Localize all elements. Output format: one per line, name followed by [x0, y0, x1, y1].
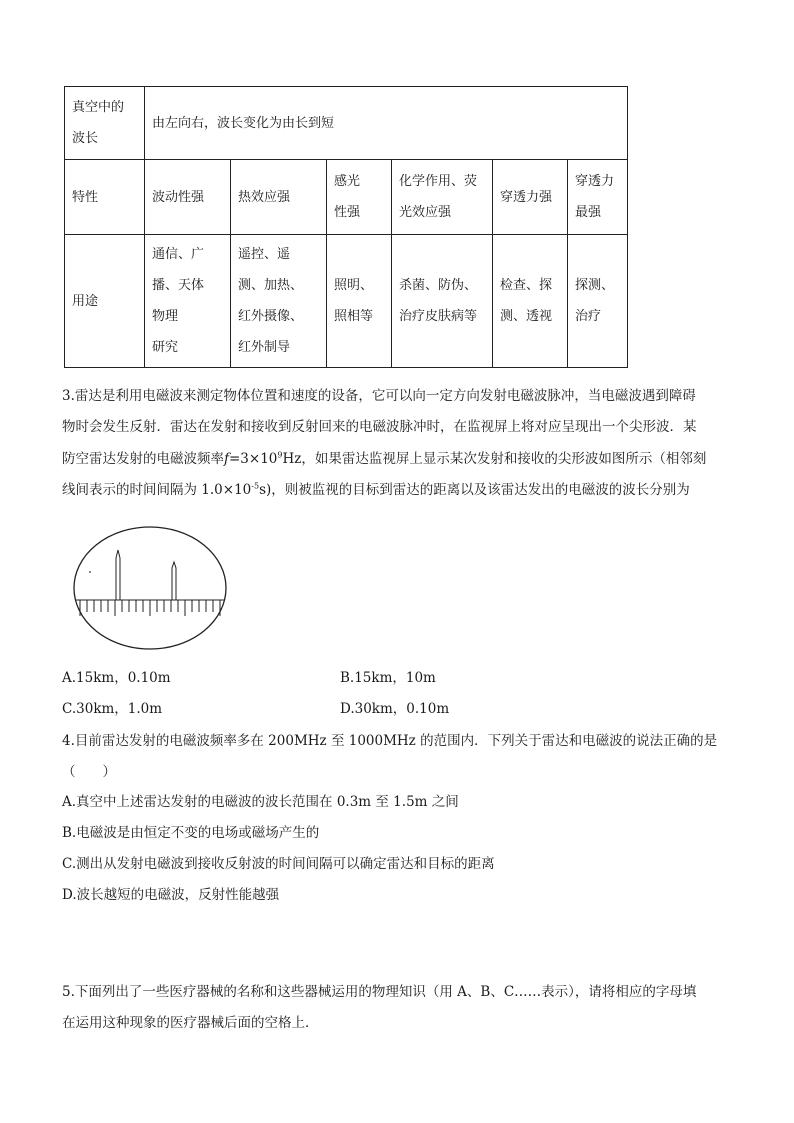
scale-ticks [80, 600, 220, 616]
table-cell: 感光 性强 [327, 160, 392, 235]
table-cell: 探测、 治疗 [568, 235, 628, 368]
q3-option-b[interactable]: B.15km，10m [340, 670, 436, 686]
table-wavelength-value: 由左向右，波长变化为由长到短 [145, 87, 628, 160]
q5-line-2: 在运用这种现象的医疗器械后面的空格上． [62, 1015, 319, 1031]
table-cell: 检查、探 测、透视 [493, 235, 568, 368]
table-row-use [65, 235, 628, 368]
table-cell: 遥控、遥 测、加热、 红外摄像、 红外制导 [231, 235, 327, 368]
table-head-use: 用途 [65, 235, 145, 368]
q4-stem: 4.目前雷达发射的电磁波频率多在 200MHz 至 1000MHz 的范围内．下列关于雷达和电磁波的说法正确的是 [62, 733, 718, 749]
q3-line-1: 3.雷达是利用电磁波来测定物体位置和速度的设备，它可以向一定方向发射电磁波脉冲，当电磁波遇到障碍 [62, 388, 696, 404]
q3-option-c[interactable]: C.30km，1.0m [62, 701, 163, 717]
q4-option-b[interactable]: B.电磁波是由恒定不变的电场或磁场产生的 [62, 825, 320, 841]
table-cell: 通信、广 播、天体 物理 研究 [145, 235, 231, 368]
spectrum-table [64, 86, 628, 368]
q5-line-1: 5.下面列出了一些医疗器械的名称和这些器械运用的物理知识（用 A、B、C……表示），请将相应的字母填 [62, 984, 697, 1000]
q3-option-a[interactable]: A.15km，0.10m [62, 670, 171, 686]
table-cell: 穿透力强 [493, 160, 568, 235]
table-cell: 杀菌、防伪、 治疗皮肤病等 [392, 235, 493, 368]
q3-option-d[interactable]: D.30km，0.10m [340, 701, 450, 717]
radar-screen-figure [72, 522, 232, 652]
q3-line-4: 线间表示的时间间隔为 $1.0\times 10^{-5}s$)，则被监视的目标到雷达的距离以及该雷达发出的电磁波的波长分别为 [62, 481, 690, 498]
table-head-wavelength: 真空中的 波长 [65, 87, 145, 160]
q3-line-3: 防空雷达发射的电磁波频率$f=3\times 10^9Hz$，如果雷达监视屏上显示某次发射和接收的尖形波如图所示（相邻刻 [62, 450, 707, 467]
table-cell: 穿透力 最强 [568, 160, 628, 235]
table-row-wavelength [65, 87, 628, 160]
q4-option-a[interactable]: A.真空中上述雷达发射的电磁波的波长范围在 0.3m 至 1.5m 之间 [62, 794, 459, 810]
transmit-pulse [116, 550, 120, 600]
q4-answer-blank: （ ） [62, 764, 116, 780]
table-cell: 化学作用、荧 光效应强 [392, 160, 493, 235]
q3-line-2: 物时会发生反射．雷达在发射和接收到反射回来的电磁波脉冲时，在监视屏上将对应呈现出一个尖形波．某 [62, 419, 697, 435]
table-row-property [65, 160, 628, 235]
q4-option-d[interactable]: D.波长越短的电磁波，反射性能越强 [62, 887, 280, 903]
q4-option-c[interactable]: C.测出从发射电磁波到接收反射波的时间间隔可以确定雷达和目标的距离 [62, 856, 495, 872]
screen-outline [74, 527, 226, 649]
table-cell: 照明、 照相等 [327, 235, 392, 368]
screen-dot [89, 571, 91, 573]
table-cell: 热效应强 [231, 160, 327, 235]
table-cell: 波动性强 [145, 160, 231, 235]
echo-pulse [172, 562, 176, 600]
table-head-property: 特性 [65, 160, 145, 235]
